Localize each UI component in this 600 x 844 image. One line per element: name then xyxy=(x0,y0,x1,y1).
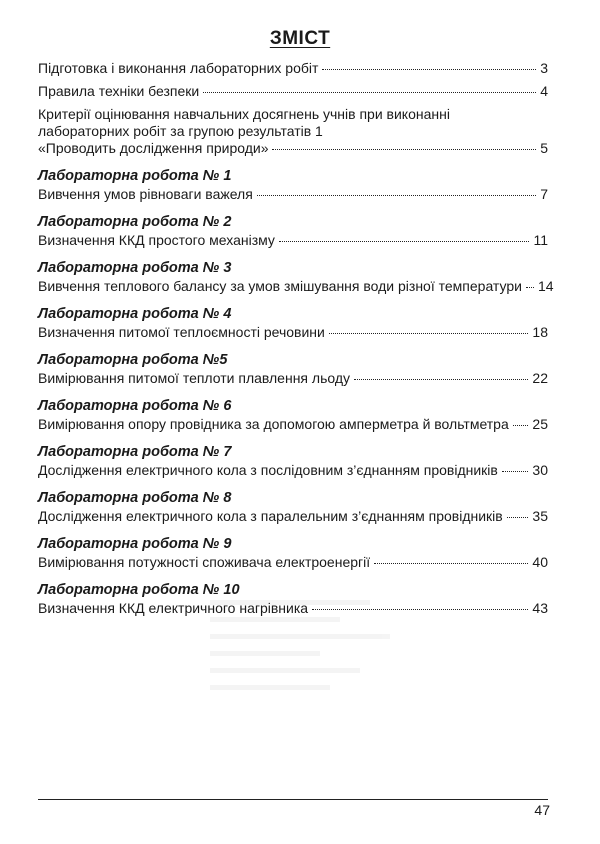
toc-entry-page: 35 xyxy=(532,508,548,524)
toc-entry-page: 43 xyxy=(532,600,548,616)
toc-entry xyxy=(38,370,548,387)
toc-entry-page: 3 xyxy=(540,60,548,76)
toc-entry xyxy=(38,462,548,479)
toc-entry-title: Дослідження електричного кола з послідовним з’єднанням провідників xyxy=(38,462,498,478)
toc-entry-title: Вимірювання опору провідника за допомогою амперметра й вольтметра xyxy=(38,416,509,432)
lab-heading: Лабораторна робота № 10 xyxy=(38,582,240,598)
footer-rule xyxy=(38,799,548,800)
toc-entry-page: 25 xyxy=(532,416,548,432)
toc-entry-title-line: Критерії оцінювання навчальних досягнень учнів при виконанні xyxy=(38,106,450,122)
toc-section-lab-1 xyxy=(38,167,548,203)
lab-heading: Лабораторна робота № 2 xyxy=(38,214,232,230)
toc-entry xyxy=(38,508,548,525)
lab-heading: Лабораторна робота № 6 xyxy=(38,398,232,414)
toc-entry-page: 7 xyxy=(540,186,548,202)
toc-entry-page: 11 xyxy=(533,232,548,248)
dot-leader xyxy=(322,69,536,70)
toc-entry xyxy=(38,416,548,433)
toc-section-lab-8 xyxy=(38,489,548,525)
toc-entry-page: 18 xyxy=(532,324,548,340)
toc-entry-last-line xyxy=(38,140,548,157)
dot-leader xyxy=(354,379,528,380)
toc-entry xyxy=(38,554,548,571)
dot-leader xyxy=(507,517,529,518)
dot-leader xyxy=(257,195,536,196)
page-number: 47 xyxy=(534,802,550,818)
lab-heading: Лабораторна робота №5 xyxy=(38,352,228,368)
dot-leader xyxy=(272,149,536,150)
lab-heading: Лабораторна робота № 7 xyxy=(38,444,232,460)
toc-entry-title-line: лабораторних робіт за групою результатів 1 xyxy=(38,123,323,139)
toc-entry-title: Визначення ККД електричного нагрівника xyxy=(38,600,309,616)
toc-section-lab-5 xyxy=(38,351,548,387)
toc-entry xyxy=(38,324,548,341)
toc-entry-title: Вимірювання питомої теплоти плавлення льоду xyxy=(38,370,351,386)
toc-entry-title: Визначення питомої теплоємності речовини xyxy=(38,324,325,340)
toc-section-lab-9 xyxy=(38,535,548,571)
dot-leader xyxy=(329,333,529,334)
table-of-contents xyxy=(38,60,554,617)
bleed-through-text xyxy=(210,600,410,760)
toc-entry-title: Вивчення умов рівноваги важеля xyxy=(38,186,253,202)
dot-leader xyxy=(513,425,529,426)
dot-leader xyxy=(502,471,529,472)
lab-heading: Лабораторна робота № 4 xyxy=(38,306,232,322)
toc-section-lab-2 xyxy=(38,213,548,249)
toc-entry-title: Вимірювання потужності споживача електроенергії xyxy=(38,554,371,570)
toc-entry xyxy=(38,186,548,203)
toc-entry xyxy=(38,232,548,249)
toc-entry-page: 5 xyxy=(540,140,548,156)
toc-entry-title: Визначення ККД простого механізму xyxy=(38,232,275,248)
toc-entry-page: 40 xyxy=(532,554,548,570)
toc-entry xyxy=(38,278,554,295)
toc-entry-title: Підготовка і виконання лабораторних робіт xyxy=(38,60,319,76)
dot-leader xyxy=(374,563,528,564)
lab-heading: Лабораторна робота № 3 xyxy=(38,260,232,276)
toc-entry-page: 4 xyxy=(540,83,548,99)
toc-entry-page: 14 xyxy=(537,278,554,294)
toc-entry-preparation xyxy=(38,60,548,77)
dot-leader xyxy=(279,241,530,242)
toc-section-lab-6 xyxy=(38,397,548,433)
page-title: ЗМІСТ xyxy=(269,28,331,49)
lab-heading: Лабораторна робота № 9 xyxy=(38,536,232,552)
lab-heading: Лабораторна робота № 1 xyxy=(38,168,232,184)
toc-entry-safety-rules xyxy=(38,83,548,100)
toc-section-lab-7 xyxy=(38,443,548,479)
toc-entry-title-line: «Проводить дослідження природи» xyxy=(38,140,269,156)
dot-leader xyxy=(526,287,534,288)
lab-heading: Лабораторна робота № 8 xyxy=(38,490,232,506)
toc-entry-title: Дослідження електричного кола з паралельним з’єднанням провідників xyxy=(38,508,503,524)
toc-entry-page: 30 xyxy=(532,462,548,478)
dot-leader xyxy=(203,92,536,93)
toc-entry-criteria xyxy=(38,106,548,157)
toc-entry-page: 22 xyxy=(532,370,548,386)
toc-entry-title: Правила техніки безпеки xyxy=(38,83,200,99)
toc-section-lab-4 xyxy=(38,305,548,341)
toc-section-lab-3 xyxy=(38,259,554,295)
toc-entry-title: Вивчення теплового балансу за умов змішування води різної температури xyxy=(38,278,522,294)
